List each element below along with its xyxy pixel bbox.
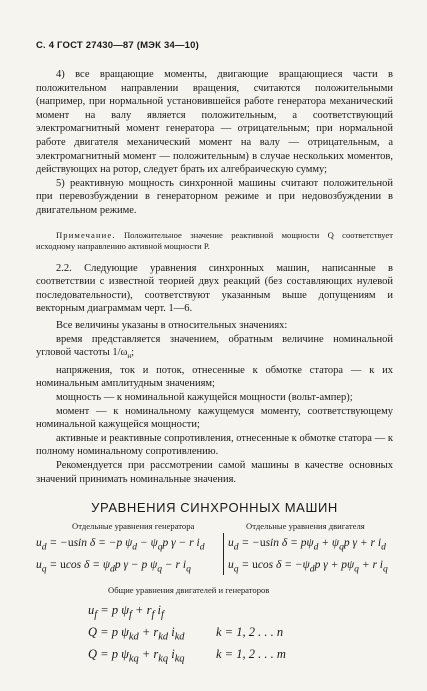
k-range-n: k = 1, 2 . . . n — [216, 625, 284, 640]
paragraph-resistance: активные и реактивные сопротивления, отнесенные к обмотке статора — к полному номинальному сопротивлению. — [36, 432, 393, 458]
motor-equation-q: $u_q = ucos$ $\delta = -\psi_dp$ $\gamma + p\psi_q + r$ $i_q$ — [228, 559, 388, 575]
paragraph-recommend: Рекомендуется при рассмотрении самой машины в качестве основных значений принимать номинальные значения. — [36, 459, 393, 485]
note — [36, 230, 393, 253]
paragraph-item-5: 5) реактивную мощность синхронной машины считают положительной при перевозбуждении в генераторном режиме и при недовозбуждении в двигательном режиме. — [36, 177, 393, 216]
document-body — [36, 68, 393, 691]
equations-divider — [223, 533, 224, 575]
generator-equation-q: $u_q = ucos$ $\delta = \psi_dp$ γ − p $\psi_q - r$ $i_q$ — [36, 559, 191, 575]
equations-block — [36, 521, 393, 691]
time-subscript: н — [127, 352, 132, 361]
page-header: С. 4 ГОСТ 27430—87 (МЭК 34—10) — [36, 40, 199, 51]
time-text: время представляется значением, обратным величине номинальной угловой частоты 1/ω — [36, 333, 393, 359]
common-equation-kq: Q = p $\psi_{kq} + r_{kq}$ $i_{kq}$ — [88, 647, 185, 665]
generator-equation-d: $u_d = -usin$ δ = −p $\psi_d - \psi_qp$ γ − r $i_d$ — [36, 537, 205, 553]
generator-caption: Отдельные уравнения генератора — [72, 521, 195, 532]
paragraph-all-values: Все величины указаны в относительных значениях: — [56, 319, 288, 331]
note-label: Примечание. — [56, 229, 116, 240]
common-caption: Общие уравнения двигателей и генераторов — [108, 585, 270, 596]
time-end: ; — [131, 347, 135, 359]
paragraph-2-2: 2.2. Следующие уравнения синхронных машин, написанные в соответствии с известной теорией двух реакций (без составляющих нулевой последовательности), соответствуют указанным выше допущениям и векторным диаграммам черт. 1—6. — [36, 262, 393, 315]
paragraph-voltage: напряжения, ток и поток, отнесенные к обмотке статора — к их номинальным амплитудным значениям; — [36, 364, 393, 390]
k-range-m: k = 1, 2 . . . m — [216, 647, 286, 662]
motor-caption: Отдельные уравнения двигателя — [246, 521, 365, 532]
paragraph-item-4: 4) все вращающие моменты, двигающие вращающиеся части в положительном направлении вращения, считаются положительными (например, при нормальной установившейся работе генератора механический момент на валу является положительным, а соответствующий электромагнитный момент генератора — отрицательным; при нормальной работе двигателя механический момент на валу — отрицательным, а электромагнитный момент — положительным) в случае нескольких моментов, действующих на ротор, следует брать их алгебраическую сумму; — [36, 69, 393, 176]
note-text: Положительное значение реактивной мощности Q соответствует исходному направлению активной мощности P. — [36, 229, 393, 252]
paragraph-time — [36, 333, 393, 364]
common-equation-kd: Q = p $\psi_{kd} + r_{kd}$ $i_{kd}$ — [88, 625, 185, 643]
equations-title: УРАВНЕНИЯ СИНХРОННЫХ МАШИН — [91, 500, 338, 516]
motor-equation-d: $u_d = -usin$ $\delta = p\psi_d + \psi_qp$ γ + r $i_d$ — [228, 537, 386, 553]
common-equation-f: $u_f = p$ $\psi_f + r_f$ $i_f$ — [88, 603, 164, 621]
paragraph-moment: момент — к номинальному кажущемуся моменту, соответствующему номинальной кажущейся мощности; — [36, 405, 393, 431]
paragraph-power: мощность — к номинальной кажущейся мощности (вольт-ампер); — [56, 391, 353, 403]
